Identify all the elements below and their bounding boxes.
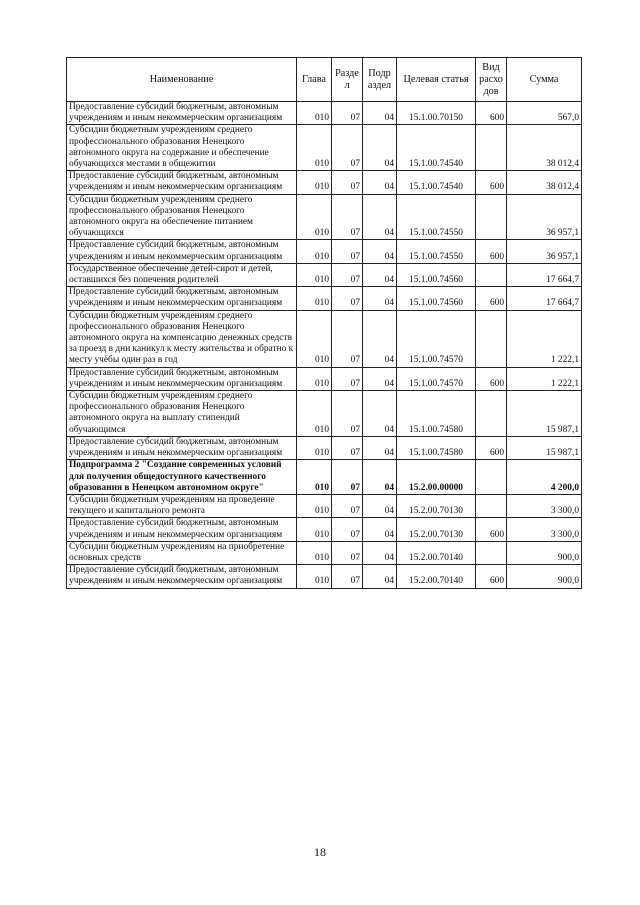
cell-vid bbox=[476, 494, 507, 517]
cell-target: 15.1.00.74550 bbox=[397, 194, 476, 240]
cell-glava: 010 bbox=[297, 541, 332, 564]
cell-target: 15.2.00.70140 bbox=[397, 565, 476, 588]
cell-target: 15.1.00.74560 bbox=[397, 287, 476, 310]
cell-target: 15.1.00.74540 bbox=[397, 171, 476, 194]
table-row bbox=[67, 263, 582, 286]
table-row bbox=[67, 494, 582, 517]
cell-razdel: 07 bbox=[332, 125, 363, 171]
header-sum: Сумма bbox=[507, 58, 582, 102]
cell-target: 15.2.00.70140 bbox=[397, 541, 476, 564]
cell-name: Субсидии бюджетным учреждениям на приобретение основных средств bbox=[67, 541, 297, 564]
cell-sum: 17 664,7 bbox=[507, 263, 582, 286]
cell-sum: 17 664,7 bbox=[507, 287, 582, 310]
table-row bbox=[67, 125, 582, 171]
cell-target: 15.1.00.74560 bbox=[397, 263, 476, 286]
cell-razdel: 07 bbox=[332, 460, 363, 495]
cell-sum: 36 957,1 bbox=[507, 240, 582, 263]
cell-podrazdel: 04 bbox=[363, 518, 397, 541]
table-row bbox=[67, 391, 582, 437]
cell-target: 15.2.00.00000 bbox=[397, 460, 476, 495]
cell-podrazdel: 04 bbox=[363, 263, 397, 286]
cell-sum: 1 222,1 bbox=[507, 310, 582, 367]
table-body bbox=[67, 102, 582, 589]
cell-sum: 15 987,1 bbox=[507, 391, 582, 437]
cell-razdel: 07 bbox=[332, 494, 363, 517]
table-row bbox=[67, 171, 582, 194]
cell-vid: 600 bbox=[476, 287, 507, 310]
budget-table bbox=[66, 57, 582, 589]
cell-name: Субсидии бюджетным учреждениям среднего профессионального образования Ненецкого автономного округа на содержание и обеспечение обучающихся местами в общежитии bbox=[67, 125, 297, 171]
cell-razdel: 07 bbox=[332, 565, 363, 588]
cell-razdel: 07 bbox=[332, 263, 363, 286]
cell-vid bbox=[476, 125, 507, 171]
cell-razdel: 07 bbox=[332, 171, 363, 194]
cell-target: 15.1.00.74570 bbox=[397, 367, 476, 390]
cell-vid bbox=[476, 310, 507, 367]
header-vid: Вид расхо дов bbox=[476, 58, 507, 102]
cell-razdel: 07 bbox=[332, 310, 363, 367]
cell-vid bbox=[476, 263, 507, 286]
cell-vid: 600 bbox=[476, 436, 507, 459]
cell-target: 15.1.00.74540 bbox=[397, 125, 476, 171]
table-row bbox=[67, 541, 582, 564]
cell-razdel: 07 bbox=[332, 240, 363, 263]
cell-podrazdel: 04 bbox=[363, 494, 397, 517]
cell-vid: 600 bbox=[476, 565, 507, 588]
page-number: 18 bbox=[314, 845, 326, 859]
cell-podrazdel: 04 bbox=[363, 240, 397, 263]
cell-glava: 010 bbox=[297, 310, 332, 367]
cell-sum: 4 200,0 bbox=[507, 460, 582, 495]
cell-razdel: 07 bbox=[332, 367, 363, 390]
cell-name: Предоставление субсидий бюджетным, автономным учреждениям и иным некоммерческим организациям bbox=[67, 240, 297, 263]
cell-sum: 15 987,1 bbox=[507, 436, 582, 459]
cell-sum: 567,0 bbox=[507, 102, 582, 125]
cell-glava: 010 bbox=[297, 194, 332, 240]
cell-vid: 600 bbox=[476, 102, 507, 125]
cell-sum: 38 012,4 bbox=[507, 125, 582, 171]
cell-vid: 600 bbox=[476, 367, 507, 390]
table-row bbox=[67, 367, 582, 390]
cell-name: Предоставление субсидий бюджетным, автономным учреждениям и иным некоммерческим организациям bbox=[67, 287, 297, 310]
table-row bbox=[67, 436, 582, 459]
cell-glava: 010 bbox=[297, 240, 332, 263]
cell-glava: 010 bbox=[297, 436, 332, 459]
cell-podrazdel: 04 bbox=[363, 541, 397, 564]
cell-sum: 38 012,4 bbox=[507, 171, 582, 194]
header-target: Целевая статья bbox=[397, 58, 476, 102]
cell-razdel: 07 bbox=[332, 287, 363, 310]
table-row bbox=[67, 102, 582, 125]
table-row bbox=[67, 194, 582, 240]
cell-glava: 010 bbox=[297, 391, 332, 437]
cell-vid: 600 bbox=[476, 518, 507, 541]
header-name: Наименование bbox=[67, 58, 297, 102]
cell-podrazdel: 04 bbox=[363, 171, 397, 194]
cell-glava: 010 bbox=[297, 125, 332, 171]
cell-glava: 010 bbox=[297, 494, 332, 517]
cell-name: Субсидии бюджетным учреждениям среднего профессионального образования Ненецкого автономного округа на обеспечение питанием обучающихся bbox=[67, 194, 297, 240]
header-podrazdel: Подр аздел bbox=[363, 58, 397, 102]
cell-name: Подпрограмма 2 "Создание современных условий для получения общедоступного качественного образования в Ненецком автономном округе" bbox=[67, 460, 297, 495]
cell-target: 15.2.00.70130 bbox=[397, 494, 476, 517]
cell-glava: 010 bbox=[297, 367, 332, 390]
cell-glava: 010 bbox=[297, 263, 332, 286]
cell-name: Предоставление субсидий бюджетным, автономным учреждениям и иным некоммерческим организациям bbox=[67, 102, 297, 125]
cell-podrazdel: 04 bbox=[363, 391, 397, 437]
cell-sum: 36 957,1 bbox=[507, 194, 582, 240]
cell-razdel: 07 bbox=[332, 518, 363, 541]
cell-podrazdel: 04 bbox=[363, 310, 397, 367]
cell-glava: 010 bbox=[297, 171, 332, 194]
cell-glava: 010 bbox=[297, 102, 332, 125]
cell-sum: 1 222,1 bbox=[507, 367, 582, 390]
table-row bbox=[67, 460, 582, 495]
cell-name: Субсидии бюджетным учреждениям на проведение текущего и капитального ремонта bbox=[67, 494, 297, 517]
cell-podrazdel: 04 bbox=[363, 436, 397, 459]
cell-glava: 010 bbox=[297, 565, 332, 588]
cell-vid bbox=[476, 541, 507, 564]
cell-razdel: 07 bbox=[332, 102, 363, 125]
table-row bbox=[67, 287, 582, 310]
cell-sum: 3 300,0 bbox=[507, 494, 582, 517]
cell-name: Государственное обеспечение детей-сирот и детей, оставшихся без попечения родителей bbox=[67, 263, 297, 286]
cell-sum: 900,0 bbox=[507, 541, 582, 564]
cell-name: Субсидии бюджетным учреждениям среднего профессионального образования Ненецкого автономного округа на выплату стипендий обучающимся bbox=[67, 391, 297, 437]
table-row bbox=[67, 565, 582, 588]
cell-razdel: 07 bbox=[332, 541, 363, 564]
cell-name: Предоставление субсидий бюджетным, автономным учреждениям и иным некоммерческим организациям bbox=[67, 171, 297, 194]
cell-podrazdel: 04 bbox=[363, 102, 397, 125]
cell-razdel: 07 bbox=[332, 391, 363, 437]
cell-podrazdel: 04 bbox=[363, 287, 397, 310]
cell-podrazdel: 04 bbox=[363, 194, 397, 240]
header-razdel: Разде л bbox=[332, 58, 363, 102]
cell-target: 15.2.00.70130 bbox=[397, 518, 476, 541]
cell-name: Субсидии бюджетным учреждениям среднего профессионального образования Ненецкого автономного округа на компенсацию денежных средств за проезд в дни каникул к месту жительства и обратно к месту учёбы один раз в год bbox=[67, 310, 297, 367]
cell-podrazdel: 04 bbox=[363, 460, 397, 495]
cell-target: 15.1.00.74550 bbox=[397, 240, 476, 263]
cell-name: Предоставление субсидий бюджетным, автономным учреждениям и иным некоммерческим организациям bbox=[67, 565, 297, 588]
cell-podrazdel: 04 bbox=[363, 367, 397, 390]
table-row bbox=[67, 518, 582, 541]
table-row bbox=[67, 310, 582, 367]
table-header-row bbox=[67, 58, 582, 102]
cell-name: Предоставление субсидий бюджетным, автономным учреждениям и иным некоммерческим организациям bbox=[67, 518, 297, 541]
cell-sum: 3 300,0 bbox=[507, 518, 582, 541]
cell-glava: 010 bbox=[297, 287, 332, 310]
cell-razdel: 07 bbox=[332, 194, 363, 240]
cell-target: 15.1.00.74570 bbox=[397, 310, 476, 367]
cell-target: 15.1.00.74580 bbox=[397, 391, 476, 437]
cell-name: Предоставление субсидий бюджетным, автономным учреждениям и иным некоммерческим организациям bbox=[67, 436, 297, 459]
table-row bbox=[67, 240, 582, 263]
cell-vid: 600 bbox=[476, 240, 507, 263]
cell-name: Предоставление субсидий бюджетным, автономным учреждениям и иным некоммерческим организациям bbox=[67, 367, 297, 390]
cell-podrazdel: 04 bbox=[363, 125, 397, 171]
cell-vid bbox=[476, 391, 507, 437]
cell-vid bbox=[476, 194, 507, 240]
cell-sum: 900,0 bbox=[507, 565, 582, 588]
cell-podrazdel: 04 bbox=[363, 565, 397, 588]
cell-target: 15.1.00.74580 bbox=[397, 436, 476, 459]
header-glava: Глава bbox=[297, 58, 332, 102]
cell-razdel: 07 bbox=[332, 436, 363, 459]
cell-glava: 010 bbox=[297, 518, 332, 541]
cell-vid bbox=[476, 460, 507, 495]
cell-glava: 010 bbox=[297, 460, 332, 495]
cell-vid: 600 bbox=[476, 171, 507, 194]
cell-target: 15.1.00.70150 bbox=[397, 102, 476, 125]
